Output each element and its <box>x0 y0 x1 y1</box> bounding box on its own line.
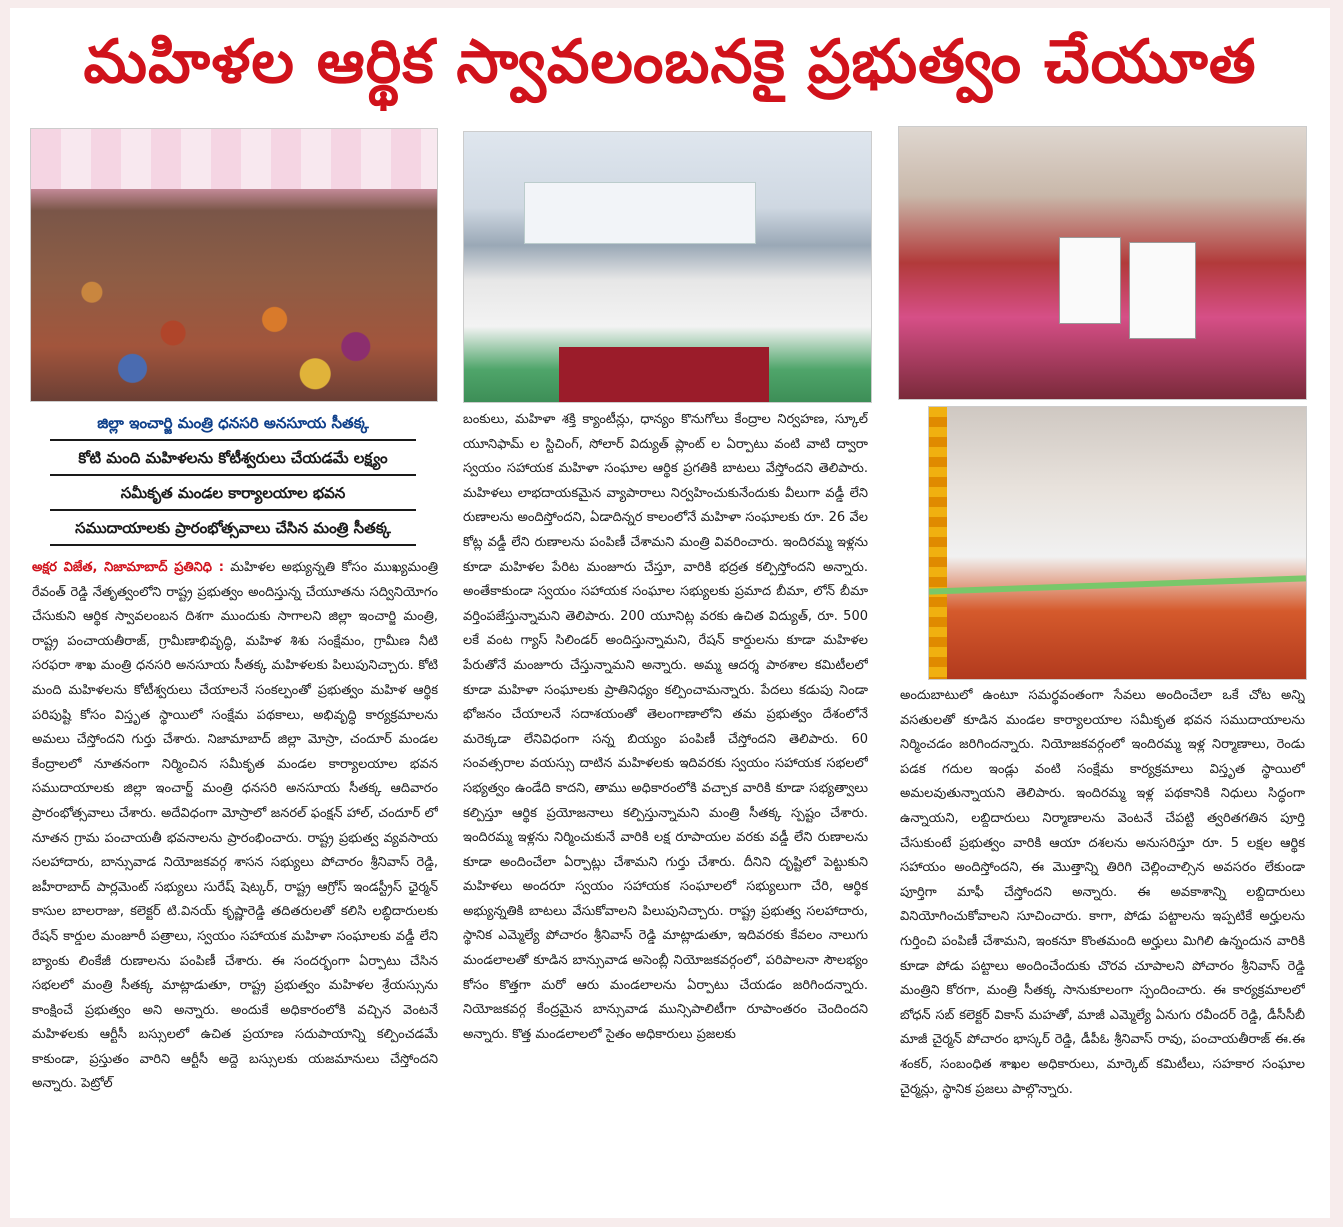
byline: అక్షర విజేత, నిజామాబాద్ ప్రతినిధి : <box>32 560 224 575</box>
article-column-2 <box>463 408 868 1208</box>
ribbon-cutting-photo <box>928 406 1307 680</box>
subheadline-2: కోటి మంది మహిళలను కోటీశ్వరులు చేయడమే లక్ష్యం <box>50 441 416 476</box>
ribbon <box>929 575 1306 594</box>
subheadline-3: సమీకృత మండల కార్యాలయాల భవన <box>50 476 416 511</box>
column-2-text: బంకులు, మహిళా శక్తి క్యాంటీన్లు, ధాన్యం కొనుగోలు కేంద్రాల నిర్వహణ, స్కూల్ యూనిఫామ్ ల స్టిచింగ్, సోలార్ విద్యుత్ ప్లాంట్ ల ఏర్పాటు వంటి వాటి ద్వారా స్వయం సహాయక మహిళా సంఘాల ఆర్థిక ప్రగతికి బాటలు వేస్తోందని తెలిపారు. మహిళలు లాభదాయకమైన వ్యాపారాలు నిర్వహించుకునేందుకు వీలుగా వడ్డీ లేని రుణాలను అందిస్తోందని, ఏడాదిన్నర కాలంలోనే మహిళా సంఘాలకు రూ. 26 వేల కోట్ల వడ్డీ లేని రుణాలను పంపిణీ చేశామని మంత్రి వివరించారు. ఇందిరమ్మ ఇళ్లను కూడా మహిళల పేరిట మంజూరు చేస్తూ, వారికి భద్రత కల్పిస్తోందని అన్నారు. అంతేకాకుండా స్వయం సహాయక సంఘాల సభ్యులకు ప్రమాద బీమా, లోన్ బీమా వర్తింపజేస్తున్నామని తెలిపారు. 200 యూనిట్ల వరకు ఉచిత విద్యుత్, రూ. 500 లకే వంట గ్యాస్ సిలిండర్ అందిస్తున్నామని, రేషన్ కార్డులను కూడా మహిళల పేరుతోనే మంజూరు చేస్తున్నామని అన్నారు. అమ్మ ఆదర్శ పాఠశాల కమిటీలలో కూడా మహిళా సంఘాలకు ప్రాతినిధ్యం కల్పించామన్నారు. పేదలు కడుపు నిండా భోజనం చేయాలనే సదాశయంతో తెలంగాణాలోని తమ ప్రభుత్వం దేశంలోనే మరెక్కడా లేనివిధంగా సన్న బియ్యం పంపిణీ చేస్తోందని తెలిపారు. 60 సంవత్సరాల వయస్సు దాటిన మహిళలకు ఇదివరకు స్వయం సహాయక సభలలో సభ్యత్వం ఉండేది కాదని, తాము అధికారంలోకి వచ్చాక వారికి కూడా సభ్యత్వాలు కల్పిస్తూ ఆర్థిక ప్రయోజనాలు కల్పిస్తున్నామని మంత్రి సీతక్క స్పష్టం చేశారు. ఇందిరమ్మ ఇళ్లను నిర్మించుకునే వారికి లక్ష రూపాయల వరకు వడ్డీ లేని రుణాలను కూడా అందించేలా ఏర్పాట్లు చేశామని గుర్తు చేశారు. దీనిని దృష్టిలో పెట్టుకుని మహిళలు అందరూ స్వయం సహాయక సంఘాలలో సభ్యులుగా చేరి, ఆర్థిక అభ్యున్నతికి బాటలు వేసుకోవాలని పిలుపునిచ్చారు. రాష్ట్ర ప్రభుత్వ సలహాదారు, స్థానిక ఎమ్మెల్యే పోచారం శ్రీనివాస్ రెడ్డి మాట్లాడుతూ, ఇదివరకు కేవలం నాలుగు మండలాలతో కూడిన బాన్సువాడ అసెంబ్లీ నియోజకవర్గంలో, పరిపాలనా సౌలభ్యం కోసం కొత్తగా మరో ఆరు మండలాలను ఏర్పాటు చేయడం జరిగిందన్నారు. నియోజకవర్గ కేంద్రమైన బాన్సువాడ మున్సిపాలిటీగా రూపాంతరం చెందిందని అన్నారు. కొత్త మండలాలలో సైతం అధికారులు ప్రజలకు <box>463 412 868 1042</box>
certificate-1 <box>1059 237 1121 324</box>
stage-table <box>559 347 769 402</box>
stage-photo <box>463 131 872 403</box>
headline: మహిళల ఆర్థిక స్వావలంబనకై ప్రభుత్వం చేయూత <box>83 27 1257 97</box>
newspaper-page <box>10 8 1330 1218</box>
column-1-text: మహిళల అభ్యున్నతి కోసం ముఖ్యమంత్రి రేవంత్ రెడ్డి నేతృత్వంలోని రాష్ట్ర ప్రభుత్వం అందిస్తున్న చేయూతను సద్వినియోగం చేసుకుని ఆర్థిక స్వావలంబన దిశగా ముందుకు సాగాలని జిల్లా ఇంచార్జి మంత్రి, రాష్ట్ర పంచాయతీరాజ్, గ్రామీణాభివృద్ధి, మహిళ శిశు సంక్షేమం, గ్రామీణ నీటి సరఫరా శాఖ మంత్రి ధనసరి అనసూయ సీతక్క మహిళలకు పిలుపునిచ్చారు. కోటి మంది మహిళలను కోటీశ్వరులు చేయాలనే సంకల్పంతో ప్రభుత్వం మహిళ ఆర్థిక పరిపుష్టి కోసం విస్తృత స్థాయిలో సంక్షేమ పథకాలు, అభివృద్ధి కార్యక్రమాలను అమలు చేస్తోందని గుర్తు చేశారు. నిజామాబాద్ జిల్లా మోస్రా, చందూర్ మండల కేంద్రాలలో నూతనంగా నిర్మించిన సమీకృత మండల కార్యాలయాల భవన సముదాయాలకు జిల్లా ఇంచార్జ్ మంత్రి ధనసరి అనసూయ సీతక్క ఆదివారం ప్రారంభోత్సవాలు చేశారు. అదేవిధంగా మోస్రాలో జనరల్ ఫంక్షన్ హాల్, చందూర్ లో నూతన గ్రామ పంచాయతీ భవనాలను ప్రారంభించారు. రాష్ట్ర ప్రభుత్వ వ్యవసాయ సలహాదారు, బాన్సువాడ నియోజకవర్గ శాసన సభ్యులు పోచారం శ్రీనివాస్ రెడ్డి, జహీరాబాద్ పార్లమెంట్ సభ్యులు సురేష్ షెట్కర్, రాష్ట్ర ఆగ్రోస్ ఇండస్ట్రీస్ ఛైర్మన్ కాసుల బాలరాజు, కలెక్టర్ టి.వినయ్ కృష్ణారెడ్డి తదితరులతో కలిసి లబ్ధిదారులకు రేషన్ కార్డుల మంజూరీ పత్రాలు, స్వయం సహాయక మహిళా సంఘాలకు వడ్డీ లేని బ్యాంకు లింకేజీ రుణాలను పంపిణీ చేశారు. ఈ సందర్భంగా ఏర్పాటు చేసిన సభలలో మంత్రి సీతక్క మాట్లాడుతూ, రాష్ట్ర ప్రభుత్వం మహిళల శ్రేయస్సును కాంక్షించే ప్రభుత్వం అని అన్నారు. అందుకే అధికారంలోకి వచ్చిన వెంటనే మహిళలకు ఆర్టీసీ బస్సులలో ఉచిత ప్రయాణ సదుపాయాన్ని కల్పించడమే కాకుండా, ప్రస్తుతం వారిని ఆర్టీసీ అద్దె బస్సులకు యజమానులు చేస్తోందని అన్నారు. పెట్రోల్ <box>32 560 438 1092</box>
certificate-photo <box>898 126 1307 400</box>
column-3-text: అందుబాటులో ఉంటూ సమర్థవంతంగా సేవలు అందించేలా ఒకే చోట అన్ని వసతులతో కూడిన మండల కార్యాలయాల సమీకృత భవన సముదాయాలను నిర్మించడం జరిగిందన్నారు. నియోజకవర్గంలో ఇందిరమ్మ ఇళ్ల నిర్మాణాలు, రెండు పడక గదుల ఇండ్లు వంటి సంక్షేమ కార్యక్రమాలు విస్తృత స్థాయిలో అమలవుతున్నాయని తెలిపారు. ఇందిరమ్మ ఇళ్ల పథకానికి నిధులు సిద్ధంగా ఉన్నాయని, లబ్దిదారులు నిర్మాణాలను వెంటనే చేపట్టి త్వరితగతిన పూర్తి చేసుకుంటే ప్రభుత్వం వారికి ఆయా దశలను అనుసరిస్తూ రూ. 5 లక్షల ఆర్థిక సహాయం అందిస్తోందని, ఈ మొత్తాన్ని తిరిగి చెల్లించాల్సిన అవసరం లేకుండా పూర్తిగా మాఫీ చేస్తోందని అన్నారు. ఈ అవకాశాన్ని లబ్దిదారులు వినియోగించుకోవాలని సూచించారు. కాగా, పోడు పట్టాలను ఇప్పటికే అర్హులను గుర్తించి పంపిణీ చేశామని, ఇంకనూ కొంతమంది అర్హులు మిగిలి ఉన్నందున వారికి కూడా పోడు పట్టాలు అందించేందుకు చొరవ చూపాలని పోచారం శ్రీనివాస్ రెడ్డి మంత్రిని కోరగా, మంత్రి సీతక్క సానుకూలంగా స్పందించారు. ఈ కార్యక్రమాలలో బోధన్ సబ్ కలెక్టర్ వికాస్ మహతో, మాజీ ఎమ్మెల్యే ఏనుగు రవీందర్ రెడ్డి, డీసీసీబీ మాజీ చైర్మన్ పోచారం భాస్కర్ రెడ్డి, డీపీఓ శ్రీనివాస్ రావు, పంచాయతీరాజ్ ఈ.ఈ శంకర్, సంబంధిత శాఖల అధికారులు, మార్కెట్ కమిటీలు, సహకార సంఘాల చైర్మన్లు, స్థానిక ప్రజలు పాల్గొన్నారు. <box>900 688 1305 1097</box>
article-column-3 <box>900 684 1305 1208</box>
certificate-2 <box>1129 242 1196 339</box>
crowd-photo <box>30 128 438 402</box>
stage-banner <box>524 182 756 244</box>
subheadline-4: సముదాయాలకు ప్రారంభోత్సవాలు చేసిన మంత్రి సీతక్క <box>50 511 416 546</box>
subheadline-1: జిల్లా ఇంచార్జి మంత్రి ధనసరి అనసూయ సీతక్క <box>50 406 416 441</box>
flower-garland <box>929 407 947 679</box>
subheadline-block <box>30 406 436 546</box>
tent-canopy <box>31 129 437 189</box>
article-column-1 <box>32 556 438 1206</box>
